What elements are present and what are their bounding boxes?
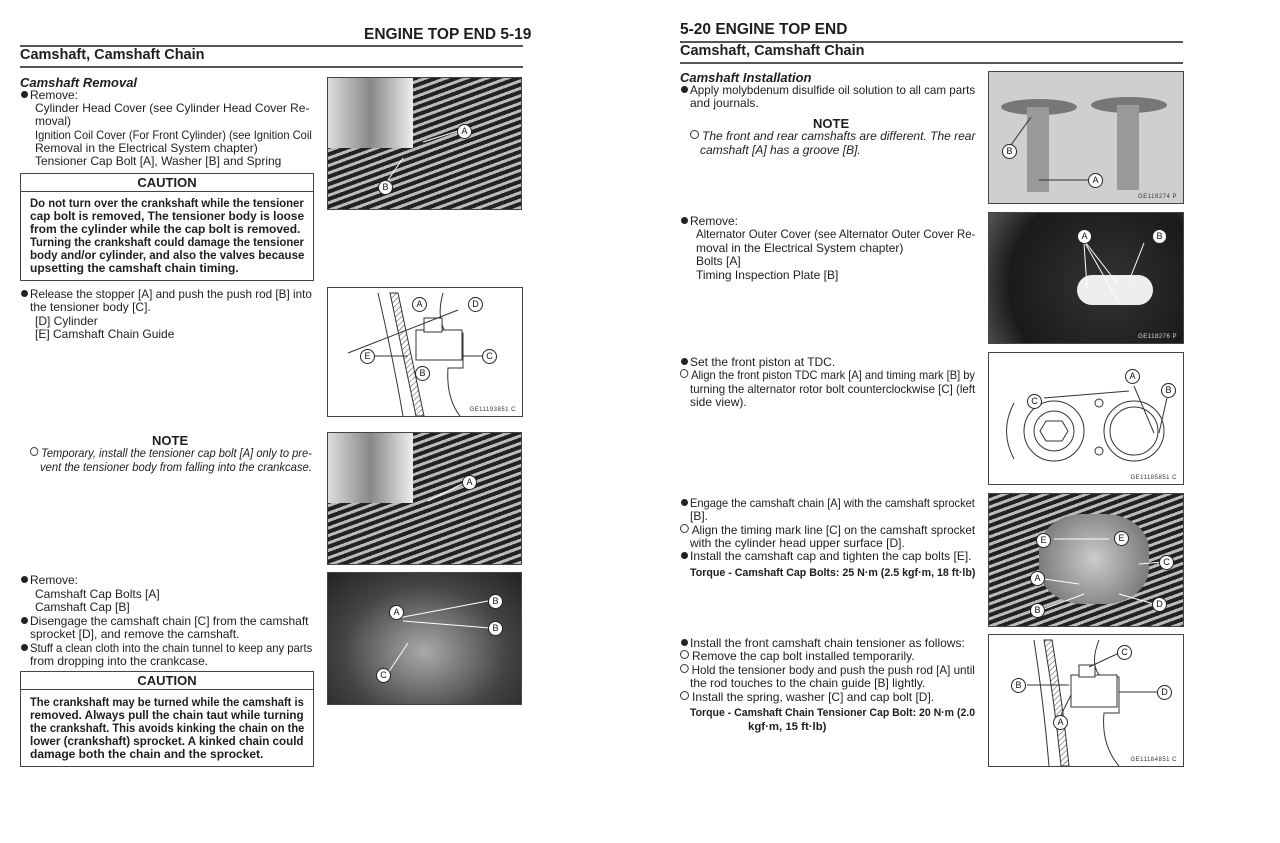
caution-title: CAUTION (21, 672, 313, 690)
callout-label: B (488, 594, 503, 609)
bullet-icon (21, 91, 28, 98)
callout-label: A (462, 475, 477, 490)
step-text: Remove: (30, 573, 79, 587)
caution-text: from the cylinder while the cap bolt is removed. (30, 222, 301, 236)
step-line: Align the front piston TDC mark [A] and timing mark [B] by (691, 368, 975, 382)
callout-label: D (1152, 597, 1167, 612)
step-text: Camshaft Cap Bolts [A] (35, 587, 160, 601)
step-text: moval) (35, 114, 72, 128)
figure-tdc-diagram (988, 352, 1184, 485)
circle-bullet-icon (680, 650, 689, 659)
bullet-icon (21, 576, 28, 583)
step-text: Tensioner Cap Bolt [A], Washer [B] and Spring (35, 154, 282, 168)
circle-bullet-icon (690, 130, 699, 139)
step-text: and journals. (690, 96, 759, 110)
circle-bullet-icon (680, 691, 689, 700)
callout-label: B (1030, 603, 1045, 618)
figure-tensioner-install-diagram (988, 634, 1184, 767)
bullet-icon (681, 499, 688, 506)
callout-label: A (389, 605, 404, 620)
callout-lines (328, 573, 521, 704)
step-text: Install the front camshaft chain tensioner as follows: (690, 636, 965, 650)
step-text: sprocket [D], and remove the camshaft. (30, 627, 240, 641)
step-text: Remove: (690, 214, 739, 228)
callout-label: E (1114, 531, 1129, 546)
divider (20, 66, 523, 68)
circle-bullet-icon (680, 369, 688, 378)
callout-label: A (1088, 173, 1103, 188)
caution-text: Turning the crankshaft could damage the tensioner (30, 235, 304, 249)
caution-text: upsetting the camshaft chain timing. (30, 261, 239, 275)
step-text: Stuff a clean cloth into the chain tunnel to keep any parts (30, 641, 313, 655)
note-line: The front and rear camshafts are different. The rear (702, 129, 976, 143)
callout-label: A (1053, 715, 1068, 730)
page-header: ENGINE TOP END 5-19 (364, 26, 532, 43)
figure-code: GE11193851 C (469, 407, 516, 413)
circle-bullet-icon (30, 447, 38, 456)
figure-chain-sprocket-photo (988, 493, 1184, 627)
caution-box (20, 173, 314, 281)
step-line: Remove the cap bolt installed temporarily. (692, 649, 915, 663)
caution-text: removed. Always pull the chain taut while turning (30, 708, 304, 722)
callout-label: A (1125, 369, 1140, 384)
callout-label: E (360, 349, 375, 364)
callout-label: D (468, 297, 483, 312)
callout-label: C (376, 668, 391, 683)
step-text: [B]. (690, 509, 709, 523)
step-text: Bolts [A] (696, 254, 741, 268)
circle-bullet-icon (680, 524, 689, 533)
step-text: from dropping into the crankcase. (30, 654, 209, 668)
step-text: Ignition Coil Cover (For Front Cylinder) (see Ignition Coil (35, 128, 312, 142)
alternator-rotor-drawing (989, 353, 1183, 484)
note-title: NOTE (813, 116, 850, 131)
section-title: Camshaft, Camshaft Chain (680, 43, 865, 59)
caution-text: cap bolt is removed, The tensioner body is loose (30, 209, 305, 223)
callout-label: A (412, 297, 427, 312)
callout-label: C (1117, 645, 1132, 660)
step-line: Install the spring, washer [C] and cap bolt [D]. (692, 690, 935, 704)
bullet-icon (681, 217, 688, 224)
step-text: moval in the Electrical System chapter) (696, 241, 904, 255)
divider (680, 62, 1183, 64)
figure-code: GE11185851 C (1130, 475, 1177, 481)
camshafts-drawing (989, 72, 1183, 203)
callout-label: B (378, 180, 393, 195)
bullet-icon (681, 86, 688, 93)
callout-label: E (1036, 533, 1051, 548)
step-text (680, 650, 975, 663)
page-header: 5-20 ENGINE TOP END (680, 21, 848, 38)
bullet-icon (681, 552, 688, 559)
callout-label: B (415, 366, 430, 381)
note-title: NOTE (152, 433, 189, 448)
step-line: Hold the tensioner body and push the push rod [A] until (691, 663, 975, 677)
callout-label: A (1077, 229, 1092, 244)
callout-label: B (1152, 229, 1167, 244)
note-text (30, 446, 312, 460)
torque-spec: Torque - Camshaft Chain Tensioner Cap Bolt: 20 N·m (2.0 (690, 707, 976, 719)
callout-label: B (1161, 383, 1176, 398)
step-text (680, 691, 975, 704)
callout-lines (328, 78, 521, 209)
figure-tensioner-diagram (327, 287, 523, 417)
bullet-icon (21, 290, 28, 297)
figure-code: GE11184851 C (1130, 757, 1177, 763)
step-text: the tensioner body [C]. (30, 300, 151, 314)
caution-title: CAUTION (21, 174, 313, 192)
figure-code: GE118274 P (1138, 194, 1177, 200)
bullet-icon (21, 617, 28, 624)
callout-label: A (457, 124, 472, 139)
step-text: Engage the camshaft chain [A] with the camshaft sprocket (690, 496, 975, 510)
section-title: Camshaft, Camshaft Chain (20, 47, 205, 63)
step-text: Removal in the Electrical System chapter) (35, 141, 258, 155)
step-text: with the cylinder head upper surface [D]. (690, 536, 905, 550)
note-text: camshaft [A] has a groove [B]. (700, 143, 861, 157)
step-text: Cylinder Head Cover (see Cylinder Head Cover Re- (35, 101, 310, 115)
callout-label: B (488, 621, 503, 636)
caution-text: The crankshaft may be turned while the camshaft is (30, 695, 304, 709)
figure-tensioner-photo (327, 77, 522, 210)
callout-label: B (1002, 144, 1017, 159)
callout-label: C (1027, 394, 1042, 409)
subsection-title: Camshaft Removal (20, 75, 138, 90)
step-text: Disengage the camshaft chain [C] from the camshaft (30, 614, 309, 628)
step-text (680, 368, 975, 382)
step-text: Apply molybdenum disulfide oil solution to all cam parts (690, 83, 976, 97)
step-text: side view). (690, 395, 747, 409)
step-text: Camshaft Cap [B] (35, 600, 130, 614)
step-text: the rod touches to the chain guide [B] lightly. (690, 676, 926, 690)
figure-camshafts-photo (988, 71, 1184, 204)
note-text (690, 130, 975, 143)
step-text: turning the alternator rotor bolt counterclockwise [C] (left (690, 382, 976, 396)
figure-camshaft-cap-photo (327, 572, 522, 705)
step-text: Timing Inspection Plate [B] (696, 268, 839, 282)
bullet-icon (21, 644, 28, 651)
step-text: Install the camshaft cap and tighten the cap bolts [E]. (690, 549, 972, 563)
step-text: Alternator Outer Cover (see Alternator Outer Cover Re- (696, 227, 976, 241)
callout-label: B (1011, 678, 1026, 693)
figure-code: GE118276 P (1138, 334, 1177, 340)
figure-alternator-cover-photo (988, 212, 1184, 344)
callout-label: A (1030, 571, 1045, 586)
step-line: Align the timing mark line [C] on the camshaft sprocket (691, 523, 976, 537)
step-text: Release the stopper [A] and push the push rod [B] into (30, 287, 312, 301)
bullet-icon (681, 358, 688, 365)
note-text: vent the tensioner body from falling into the crankcase. (40, 460, 312, 474)
callout-lines (328, 433, 521, 564)
step-text: [D] Cylinder (35, 314, 98, 328)
caution-text: Do not turn over the crankshaft while the tensioner (30, 196, 304, 210)
step-text: [E] Camshaft Chain Guide (35, 327, 175, 341)
torque-spec: kgf·m, 15 ft·lb) (748, 721, 827, 733)
caution-text: damage both the chain and the sprocket. (30, 747, 264, 761)
figure-cap-bolt-photo (327, 432, 522, 565)
caution-text: lower (crankshaft) sprocket. A kinked chain could (30, 734, 304, 748)
tensioner-drawing (989, 635, 1183, 766)
torque-spec: Torque - Camshaft Cap Bolts: 25 N·m (2.5 kgf·m, 18 ft·lb) (690, 567, 976, 579)
bullet-icon (681, 639, 688, 646)
callout-label: D (1157, 685, 1172, 700)
step-text: Remove: (30, 88, 79, 102)
callout-label: C (1159, 555, 1174, 570)
note-line: Temporary, install the tensioner cap bolt [A] only to pre- (41, 446, 312, 460)
circle-bullet-icon (680, 664, 689, 673)
caution-box (20, 671, 314, 767)
caution-text: the crankshaft. This avoids kinking the chain on the (30, 721, 305, 735)
callout-label: C (482, 349, 497, 364)
caution-text: body and/or cylinder, and also the valves because (30, 248, 305, 262)
step-text: Set the front piston at TDC. (690, 355, 836, 369)
subsection-title: Camshaft Installation (680, 70, 812, 85)
